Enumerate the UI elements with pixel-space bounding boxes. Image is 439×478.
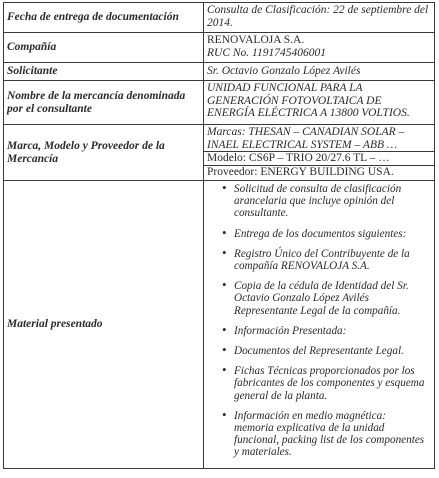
value-marca	[204, 125, 435, 181]
label-compania: Compañía	[4, 33, 204, 63]
row-solicitante	[4, 63, 435, 81]
label-material: Material presentado	[4, 181, 204, 469]
list-item: • Solicitud de consulta de clasificación arancelaria que incluye opinión del consultante.	[222, 183, 428, 220]
label-marca: Marca, Modelo y Proveedor de la Mercancía	[4, 125, 204, 181]
value-compania	[204, 33, 435, 63]
row-mercancia	[4, 81, 435, 125]
marcas-line: Marcas: THESAN – CANADIAN SOLAR – INAEL ELECTRICAL SYSTEM – ABB …	[207, 126, 405, 151]
value-material	[204, 181, 435, 469]
label-fecha: Fecha de entrega de documentación	[4, 3, 204, 33]
value-fecha: Consulta de Clasificación: 22 de septiembre del 2014.	[204, 3, 435, 33]
value-mercancia: UNIDAD FUNCIONAL PARA LA GENERACIÓN FOTOVOLTAICA DE ENERGÍA ELÉCTRICA A 13800 VOLTIOS.	[204, 81, 435, 125]
row-marca	[4, 125, 435, 181]
list-item: • Registro Único del Contribuyente de la compañía RENOVALOJA S.A.	[222, 248, 428, 272]
list-item: • Información en medio magnética: memoria explicativa de la unidad funcional, packing list de los componentes y materiales.	[222, 410, 428, 459]
modelo-line: Modelo: CS6P – TRIO 20/27.6 TL – …	[207, 152, 390, 164]
label-mercancia: Nombre de la mercancía denominada por el consultante	[4, 81, 204, 125]
company-name: RENOVALOJA S.A.	[207, 34, 305, 46]
row-fecha	[4, 3, 435, 33]
label-solicitante: Solicitante	[4, 63, 204, 81]
material-list	[204, 181, 434, 461]
row-compania	[4, 33, 435, 63]
document-table	[3, 2, 435, 469]
list-item: • Copia de la cédula de Identidad del Sr. Octavio Gonzalo López Avilés Representante Legal de la compañía.	[222, 280, 428, 317]
row-material	[4, 181, 435, 469]
list-item: • Documentos del Representante Legal.	[222, 345, 428, 357]
list-item: • Información Presentada:	[222, 325, 428, 337]
list-item: • Entrega de los documentos siguientes:	[222, 228, 428, 240]
proveedor-line: Proveedor: ENERGY BUILDING USA.	[207, 165, 394, 178]
list-item: • Fichas Técnicas proporcionados por los fabricantes de los componentes y esquema general de la planta.	[222, 365, 428, 402]
value-solicitante: Sr. Octavio Gonzalo López Avilés	[204, 63, 435, 81]
company-ruc: RUC No. 1191745406001	[207, 46, 326, 59]
